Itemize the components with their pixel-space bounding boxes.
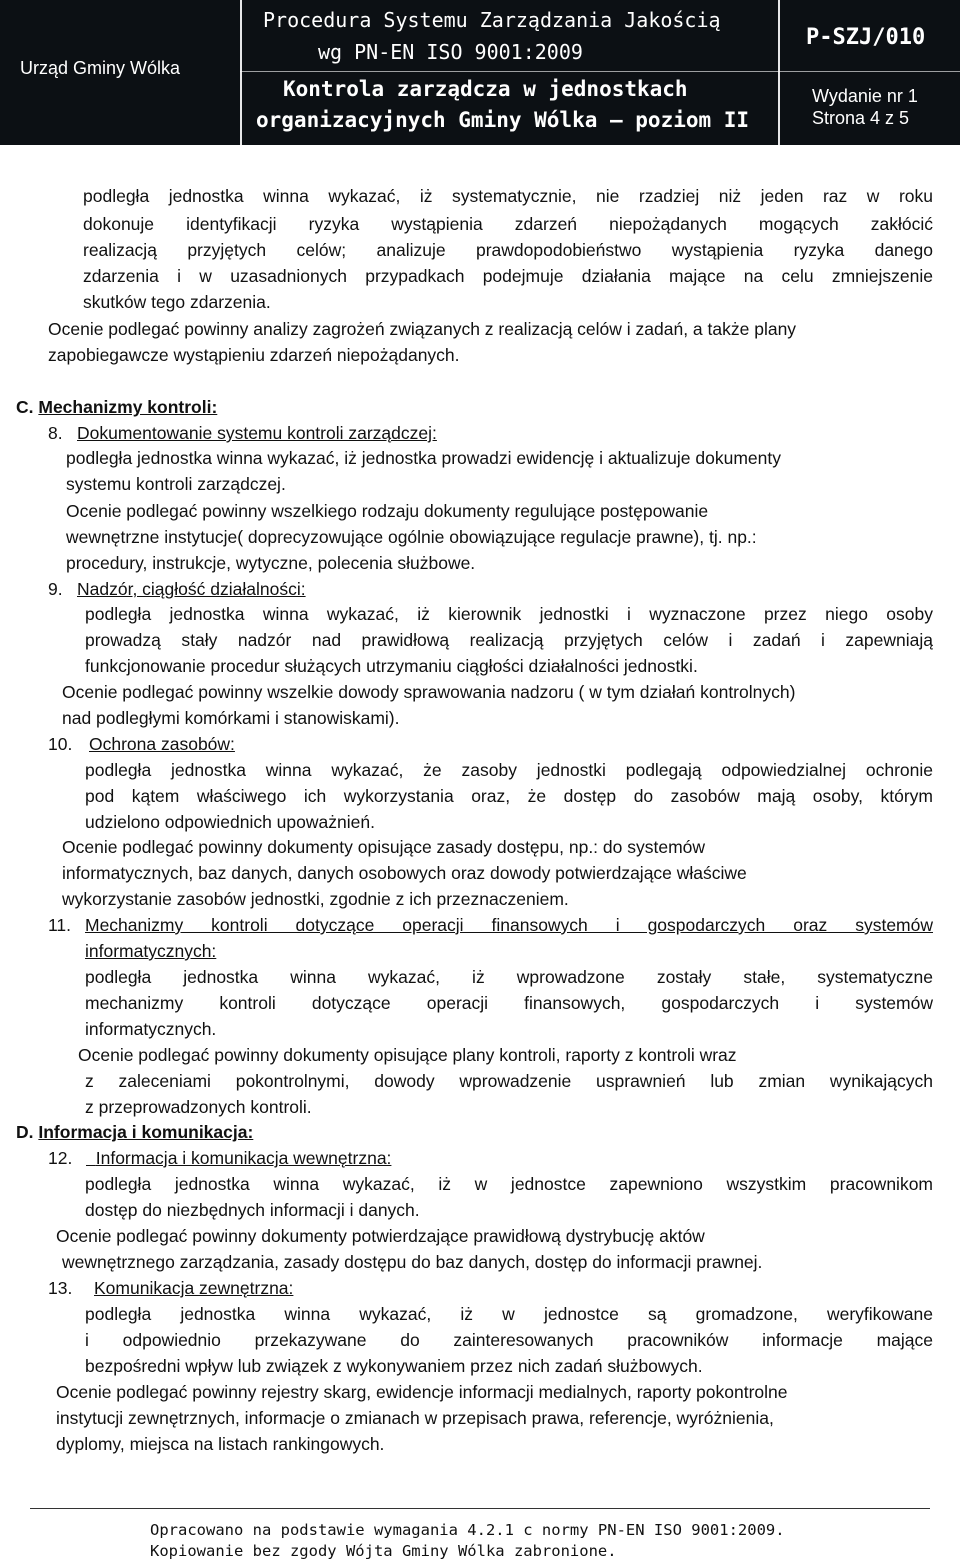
item-title (86, 1146, 391, 1170)
evaluation-line: z przeprowadzonych kontroli. (85, 1097, 312, 1117)
document-subtitle: organizacyjnych Gminy Wólka – poziom II (256, 108, 750, 132)
paragraph-line: prowadzą stały nadzór nad prawidłową realizacją przyjętych celów i zadań i zapewniają (85, 630, 933, 650)
evaluation-line: Ocenie podlegać powinny wszelkie dowody sprawowania nadzoru ( w tym działań kontrolnych) (62, 682, 796, 702)
evaluation-line: nad podległymi komórkami i stanowiskami). (62, 708, 400, 728)
evaluation-line: wewnętrzne instytucje( doprecyzowujące ogólnie obowiązujące regulacje prawne), tj. np.: (66, 527, 757, 547)
item-title: Ochrona zasobów: (89, 734, 235, 754)
section-letter: D. (16, 1122, 34, 1142)
paragraph-line: bezpośredni wpływ lub związek z wykonywaniem przez nich zadań służbowych. (85, 1356, 703, 1376)
section-letter: C. (16, 397, 34, 417)
item-title-continued: informatycznych: (85, 941, 217, 961)
evaluation-line: dyplomy, miejsca na listach rankingowych. (56, 1434, 385, 1454)
footer-copy-notice: Kopiowanie bez zgody Wójta Gminy Wólka zabronione. (150, 1542, 617, 1560)
section-title: Mechanizmy kontroli: (38, 397, 218, 417)
paragraph-line: podległa jednostka winna wykazać, iż w jednostce są gromadzone, weryfikowane (85, 1304, 933, 1324)
item-number: 11. (48, 915, 72, 935)
document-header (0, 0, 960, 145)
evaluation-line: Ocenie podlegać powinny rejestry skarg, ewidencje informacji medialnych, raporty pokontrolne (56, 1382, 788, 1402)
paragraph-line: podległa jednostka winna wykazać, iż w jednostce zapewniono wszystkim pracownikom (85, 1174, 933, 1194)
header-divider (240, 71, 960, 72)
item-title: Komunikacja zewnętrzna: (94, 1278, 294, 1298)
evaluation-line: z zaleceniami pokontrolnymi, dowody wprowadzenie usprawnień lub zmian wynikających (85, 1071, 933, 1091)
item-number: 9. (48, 579, 63, 599)
paragraph-line: dostęp do niezbędnych informacji i danych. (85, 1200, 420, 1220)
section-heading-d (16, 1120, 253, 1144)
evaluation-line: Ocenie podlegać powinny analizy zagrożeń związanych z realizacją celów i zadań, a także plany (48, 319, 797, 339)
evaluation-line: Ocenie podlegać powinny dokumenty potwierdzające prawidłową dystrybucję aktów (56, 1226, 705, 1246)
evaluation-line: informatycznych, baz danych, danych osobowych oraz dowody potwierdzające właściwe (62, 863, 747, 883)
paragraph-line: udzielono odpowiednich upoważnień. (85, 812, 375, 832)
footer-source-note: Opracowano na podstawie wymagania 4.2.1 c normy PN-EN ISO 9001:2009. (150, 1521, 785, 1539)
header-divider (778, 0, 780, 145)
evaluation-line: Ocenie podlegać powinny wszelkiego rodzaju dokumenty regulujące postępowanie (66, 501, 709, 521)
document-code: P-SZJ/010 (806, 25, 926, 50)
paragraph-line: i odpowiednio przekazywane do zainteresowanych pracowników informacje mające (85, 1330, 933, 1350)
footer-divider (30, 1508, 930, 1509)
paragraph-line: podległa jednostka winna wykazać, iż wprowadzone zostały stałe, systematyczne (85, 967, 933, 987)
evaluation-line: Ocenie podlegać powinny dokumenty opisujące plany kontroli, raporty z kontroli wraz (78, 1045, 737, 1065)
item-number: 10. (48, 734, 73, 754)
paragraph-line: mechanizmy kontroli dotyczące operacji finansowych, gospodarczych i systemów (85, 993, 933, 1013)
procedure-standard: wg PN-EN ISO 9001:2009 (318, 40, 583, 64)
office-name: Urząd Gminy Wólka (20, 58, 181, 78)
item-number: 12. (48, 1148, 73, 1168)
evaluation-line: procedury, instrukcje, wytyczne, polecenia służbowe. (66, 553, 476, 573)
section-title: Informacja i komunikacja: (38, 1122, 254, 1142)
evaluation-line: Ocenie podlegać powinny dokumenty opisujące zasady dostępu, np.: do systemów (62, 837, 706, 857)
paragraph-line: podległa jednostka winna wykazać, że zasoby jednostki podlegają odpowiedzialnej ochronie (85, 760, 933, 780)
edition-number: Wydanie nr 1 (812, 86, 918, 106)
evaluation-line: wykorzystanie zasobów jednostki, zgodnie z ich przeznaczeniem. (62, 889, 569, 909)
item-number: 8. (48, 423, 63, 443)
page-number: Strona 4 z 5 (812, 108, 910, 128)
paragraph-line: zdarzenia i w uzasadnionych przypadkach podejmuje działania mające na celu zmniejszenie (83, 266, 933, 286)
section-heading-c (16, 395, 217, 419)
paragraph-line: funkcjonowanie procedur służących utrzymaniu ciągłości działalności jednostki. (85, 656, 698, 676)
paragraph-line: pod kątem właściwego ich wykorzystania oraz, że dostęp do zasobów mają osoby, którym (85, 786, 933, 806)
item-title: Dokumentowanie systemu kontroli zarządczej: (77, 423, 437, 443)
paragraph-line: informatycznych. (85, 1019, 217, 1039)
evaluation-line: wewnętrznego zarządzania, zasady dostępu do baz danych, dostęp do informacji prawnej. (62, 1252, 763, 1272)
item-title: Nadzór, ciągłość działalności: (77, 579, 306, 599)
paragraph-line: systemu kontroli zarządczej. (66, 474, 286, 494)
item-title-text: Informacja i komunikacja wewnętrzna: (95, 1148, 392, 1168)
paragraph-line: podległa jednostka winna wykazać, iż jednostka prowadzi ewidencję i aktualizuje dokumenty (66, 448, 781, 468)
evaluation-line: zapobiegawcze wystąpieniu zdarzeń niepożądanych. (48, 345, 460, 365)
item-title: Mechanizmy kontroli dotyczące operacji finansowych i gospodarczych oraz systemów (85, 915, 933, 935)
document-title: Kontrola zarządcza w jednostkach (283, 77, 688, 101)
paragraph-line: podległa jednostka winna wykazać, iż kierownik jednostki i wyznaczone przez niego osoby (85, 604, 933, 624)
paragraph-line: podległa jednostka winna wykazać, iż systematycznie, nie rzadziej niż jeden raz w roku (83, 186, 933, 206)
procedure-title: Procedura Systemu Zarządzania Jakością (263, 8, 721, 32)
header-divider (240, 0, 242, 145)
evaluation-line: instytucji zewnętrznych, informacje o zmianach w przepisach prawa, referencje, wyróżnienia, (56, 1408, 774, 1428)
paragraph-line: realizacją przyjętych celów; analizuje prawdopodobieństwo wystąpienia ryzyka danego (83, 240, 933, 260)
item-number: 13. (48, 1278, 73, 1298)
paragraph-line: skutków tego zdarzenia. (83, 292, 271, 312)
paragraph-line: dokonuje identyfikacji ryzyka wystąpienia zdarzeń niepożądanych mogących zakłócić (83, 214, 933, 234)
